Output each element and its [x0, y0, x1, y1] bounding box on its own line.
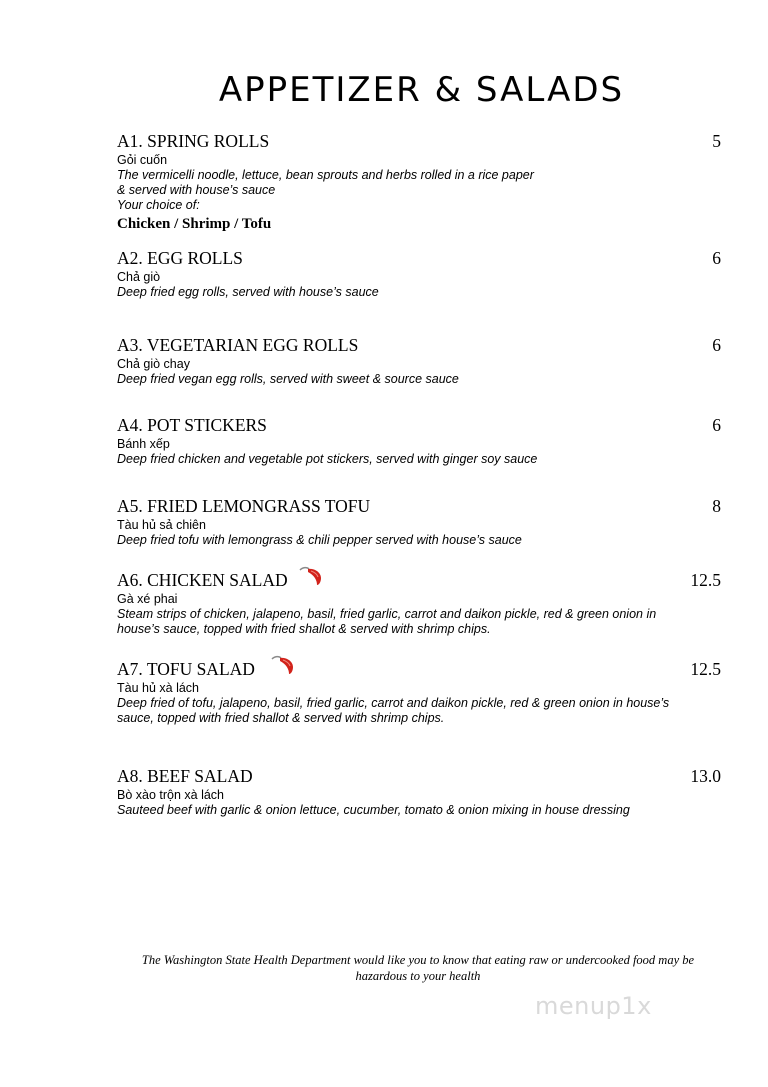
health-disclaimer [100, 952, 736, 984]
menu-item [117, 415, 721, 467]
item-vietnamese-name: Bánh xếp [117, 437, 170, 451]
item-vietnamese-name: Gỏi cuốn [117, 153, 168, 167]
menu-item [117, 496, 721, 548]
item-description-line: Deep fried chicken and vegetable pot stickers, served with ginger soy sauce [117, 452, 538, 466]
item-price: 6 [712, 415, 721, 435]
watermark-logo: menup1x [535, 992, 652, 1020]
item-price: 8 [712, 496, 721, 516]
chili-pepper-icon [298, 566, 324, 586]
item-name: A3. VEGETARIAN EGG ROLLS [117, 335, 359, 355]
menu-item [117, 570, 721, 637]
item-name: A6. CHICKEN SALAD [117, 570, 288, 590]
item-vietnamese-name: Tàu hủ sả chiên [117, 518, 206, 532]
disclaimer-line: hazardous to your health [355, 969, 481, 983]
item-description-line: sauce, topped with fried shallot & served with shrimp chips. [117, 711, 445, 725]
chili-pepper-icon [270, 655, 296, 675]
item-name: A1. SPRING ROLLS [117, 131, 270, 151]
item-description-line: The vermicelli noodle, lettuce, bean sprouts and herbs rolled in a rice paper [117, 168, 534, 182]
item-vietnamese-name: Chả giò chay [117, 357, 190, 371]
item-vietnamese-name: Chả giò [117, 270, 161, 284]
page-title: APPETIZER & SALADS [218, 70, 625, 110]
item-name: A5. FRIED LEMONGRASS TOFU [117, 496, 371, 516]
item-description-line: & served with house’s sauce [117, 183, 276, 197]
item-price: 12.5 [690, 659, 721, 679]
item-description-line: house’s sauce, topped with fried shallot & served with shrimp chips. [117, 622, 491, 636]
item-vietnamese-name: Bò xào trộn xà lách [117, 788, 225, 802]
item-price: 13.0 [690, 766, 721, 786]
item-description-line: Steam strips of chicken, jalapeno, basil, fried garlic, carrot and daikon pickle, red & green onion in [117, 607, 657, 621]
item-price: 6 [712, 248, 721, 268]
choice-options: Chicken / Shrimp / Tofu [117, 216, 272, 232]
item-name: A8. BEEF SALAD [117, 766, 253, 786]
menu-item [117, 131, 721, 233]
menu-item [117, 248, 721, 300]
item-name: A2. EGG ROLLS [117, 248, 243, 268]
item-price: 5 [712, 131, 721, 151]
menu-item [117, 659, 721, 726]
item-description-line: Deep fried tofu with lemongrass & chili pepper served with house’s sauce [117, 533, 522, 547]
item-description-line: Deep fried of tofu, jalapeno, basil, fried garlic, carrot and daikon pickle, red & green onion in house’s [117, 696, 670, 710]
item-description-line: Deep fried egg rolls, served with house’s sauce [117, 285, 379, 299]
menu-item [117, 766, 721, 818]
item-name: A4. POT STICKERS [117, 415, 267, 435]
item-vietnamese-name: Tàu hủ xà lách [117, 681, 199, 695]
item-description-line: Deep fried vegan egg rolls, served with sweet & source sauce [117, 372, 459, 386]
item-price: 12.5 [690, 570, 721, 590]
choice-label: Your choice of: [117, 198, 200, 212]
item-price: 6 [712, 335, 721, 355]
disclaimer-line: The Washington State Health Department would like you to know that eating raw or undercooked food may be [141, 953, 695, 967]
item-name: A7. TOFU SALAD [117, 659, 255, 679]
menu-item [117, 335, 721, 387]
item-vietnamese-name: Gà xé phai [117, 592, 178, 606]
item-description-line: Sauteed beef with garlic & onion lettuce, cucumber, tomato & onion mixing in house dressing [117, 803, 630, 817]
